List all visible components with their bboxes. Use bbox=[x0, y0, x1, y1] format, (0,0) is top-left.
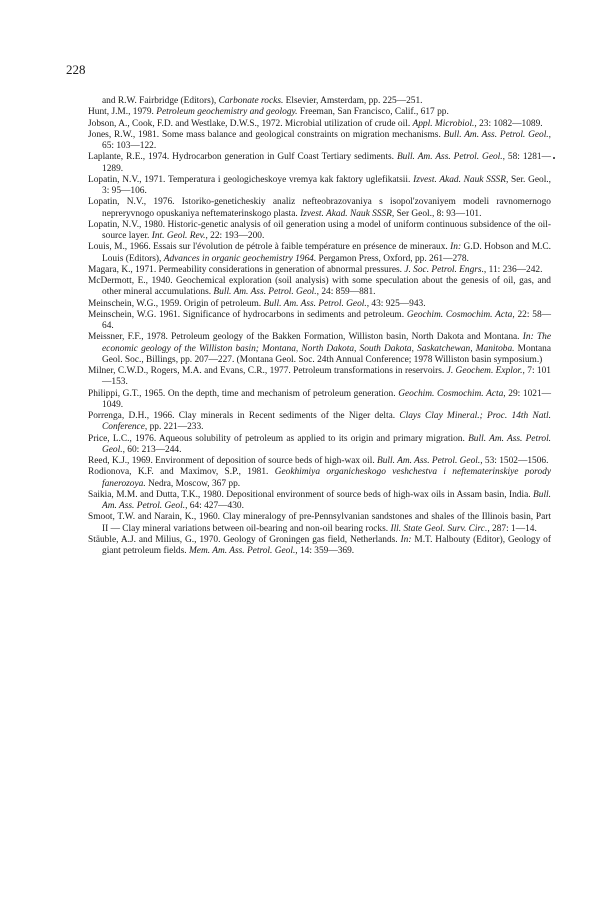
reference-italic-text: Bull. Am. Ass. Petrol. Geol. bbox=[396, 152, 503, 163]
reference-text: Jones, R.W., 1981. Some mass balance and geological constraints on migration mechanisms. bbox=[88, 129, 444, 140]
reference-text: Montana Geol. Soc., Billings, pp. 207—227. (Montana Geol. Soc. 24th Annual Conference; 1978 Williston basin symposium.) bbox=[102, 343, 551, 365]
reference-entry bbox=[88, 130, 551, 153]
reference-text: Milner, C.W.D., Rogers, M.A. and Evans, C.R., 1977. Petroleum transformations in reservoirs. bbox=[88, 366, 447, 376]
reference-text: , 64: 427—430. bbox=[185, 501, 244, 511]
reference-list bbox=[88, 96, 551, 557]
reference-text: , 24: 859—881. bbox=[316, 287, 376, 298]
reference-entry bbox=[88, 175, 551, 198]
reference-text: Lopatin, N.V., 1980. Historic-genetic analysis of oil generation using a model of uniform continuous subsidence of the oil-source layer. bbox=[88, 219, 551, 241]
reference-italic-text: In: bbox=[400, 534, 412, 545]
reference-entry bbox=[88, 456, 551, 467]
reference-text: , 14: 359—369. bbox=[295, 546, 355, 556]
reference-text: , 29: 1021—1049. bbox=[102, 388, 552, 410]
reference-italic-text: Izvest. Akad. Nauk SSSR, bbox=[300, 208, 395, 219]
reference-italic-text: In: The economic geology of the Williston basin; Montana, North Dakota, South Dakota, Saskatchewan, Manitoba. bbox=[102, 332, 552, 354]
reference-italic-text: Bull. Am. Ass. Petrol. Geol. bbox=[102, 433, 552, 455]
reference-text: Nedra, Moscow, 367 pp. bbox=[145, 478, 241, 489]
reference-italic-text: Geokhimiya organicheskogo veshchestva i neftematerinskiye porody fanerozoya. bbox=[102, 467, 551, 489]
reference-text: Jobson, A., Cook, F.D. and Westlake, D.W.S., 1972. Microbial utilization of crude oil. bbox=[88, 118, 413, 129]
reference-text: McDermott, E., 1940. Geochemical exploration (soil analysis) with some speculation about the genesis of oil, gas, and other mineral accumulations. bbox=[88, 276, 551, 298]
reference-text: Elsevier, Amsterdam, pp. 225—251. bbox=[283, 96, 423, 106]
reference-text: , 58: 1281—1289. bbox=[102, 152, 551, 174]
reference-text: Laplante, R.E., 1974. Hydrocarbon generation in Gulf Coast Tertiary sediments. bbox=[88, 152, 397, 163]
reference-text: , 60: 213—244. bbox=[122, 444, 182, 455]
reference-italic-text: Bull. Am. Ass. Petrol. Geol. bbox=[102, 489, 551, 511]
reference-text: , 22: 58—64. bbox=[102, 309, 552, 331]
reference-text: Louis, M., 1966. Essais sur l'évolution de pétrole à faible température en présence de mineraux. bbox=[88, 242, 451, 253]
reference-text: Stäuble, A.J. and Milius, G., 1970. Geology of Groningen gas field, Netherlands. bbox=[88, 534, 401, 545]
reference-italic-text: Int. Geol. Rev. bbox=[151, 231, 206, 241]
reference-text: Lopatin, N.V., 1976. Istoriko-geneticheskiy analiz nefteobrazovaniya s isopol'zovaniyem modeli ravnomernogo nepreryvnogo opuskaniya neftematerinskogo plasta. bbox=[88, 197, 551, 219]
reference-italic-text: Carbonate rocks. bbox=[218, 96, 284, 106]
reference-italic-text: Bull. Am. Ass. Petrol. Geol. bbox=[263, 298, 367, 309]
reference-italic-text: Geochim. Cosmochim. Acta bbox=[406, 309, 513, 320]
reference-text: Meissner, F.F., 1978. Petroleum geology of the Bakken Formation, Williston basin, North Dakota and Montana. bbox=[88, 332, 523, 343]
reference-entry bbox=[88, 276, 551, 299]
reference-entry bbox=[88, 107, 551, 118]
reference-italic-text: J. Geochem. Explor. bbox=[446, 366, 523, 376]
reference-text: , 11: 236—242. bbox=[483, 264, 543, 275]
reference-entry bbox=[88, 535, 551, 558]
reference-entry bbox=[88, 220, 551, 243]
reference-entry bbox=[88, 434, 551, 457]
reference-entry bbox=[88, 119, 551, 130]
reference-italic-text: Bull. Am. Ass. Petrol. Geol. bbox=[443, 129, 549, 140]
reference-text: Pergamon Press, Oxford, pp. 261—278. bbox=[316, 253, 469, 264]
reference-text: Freeman, San Francisco, Calif., 617 pp. bbox=[297, 107, 449, 118]
reference-text: and R.W. Fairbridge (Editors), bbox=[102, 96, 219, 106]
reference-italic-text: Advances in organic geochemistry 1964. bbox=[163, 253, 317, 264]
reference-italic-text: Mem. Am. Ass. Petrol. Geol. bbox=[188, 546, 296, 556]
reference-text: Saikia, M.M. and Dutta, T.K., 1980. Depositional environment of source beds of high-wax oils in Assam basin, India. bbox=[88, 489, 534, 500]
reference-entry bbox=[88, 265, 551, 276]
reference-text: Ser. Geol., 3: 95—106. bbox=[102, 174, 551, 196]
reference-entry bbox=[88, 197, 551, 220]
reference-text: Porrenga, D.H., 1966. Clay minerals in Recent sediments of the Niger delta. bbox=[88, 411, 400, 421]
reference-text: Philippi, G.T., 1965. On the depth, time and mechanism of petroleum generation. bbox=[88, 388, 399, 399]
reference-entry bbox=[88, 152, 551, 175]
reference-entry bbox=[88, 366, 551, 389]
reference-text: , 22: 193—200. bbox=[205, 231, 265, 241]
reference-entry bbox=[88, 242, 551, 265]
reference-text: , 7: 101—153. bbox=[102, 366, 551, 388]
reference-text: Price, L.C., 1976. Aqueous solubility of petroleum as applied to its origin and primary migration. bbox=[88, 433, 469, 444]
reference-text: Hunt, J.M., 1979. bbox=[88, 107, 157, 118]
reference-italic-text: Geochim. Cosmochim. Acta bbox=[398, 388, 504, 399]
reference-text: Lopatin, N.V., 1971. Temperatura i geologicheskoye vremya kak faktory uglefikatsii. bbox=[88, 174, 414, 185]
reference-text: , 287: 1—14. bbox=[487, 523, 537, 534]
reference-italic-text: Petroleum geochemistry and geology. bbox=[156, 107, 298, 118]
reference-italic-text: Bull. Am. Ass. Petrol. Geol. bbox=[377, 456, 481, 466]
reference-italic-text: Clays Clay Mineral.; Proc. 14th Natl. Conference bbox=[102, 411, 551, 433]
reference-italic-text: Bull. Am. Ass. Petrol. Geol. bbox=[213, 287, 317, 298]
reference-entry bbox=[88, 490, 551, 513]
reference-text: Magara, K., 1971. Permeability considerations in generation of abnormal pressures. bbox=[88, 264, 405, 275]
reference-italic-text: In: bbox=[450, 242, 462, 253]
reference-entry bbox=[88, 299, 551, 310]
reference-italic-text: Appl. Microbiol. bbox=[412, 118, 475, 129]
reference-entry bbox=[88, 332, 551, 366]
reference-text: , 43: 925—943. bbox=[366, 298, 426, 309]
reference-text: M.T. Halbouty (Editor), Geology of giant petroleum fields. bbox=[102, 534, 551, 556]
reference-italic-text: J. Soc. Petrol. Engrs. bbox=[404, 264, 484, 275]
page-number: 228 bbox=[66, 62, 86, 77]
reference-italic-text: Ill. State Geol. Surv. Circ. bbox=[390, 523, 488, 534]
reference-entry bbox=[88, 467, 551, 490]
reference-entry bbox=[88, 512, 551, 535]
reference-text: , pp. 221—233. bbox=[144, 422, 204, 433]
reference-text: Meinschein, W.G. 1961. Significance of hydrocarbons in sediments and petroleum. bbox=[88, 309, 407, 320]
reference-text: Ser Geol., 8: 93—101. bbox=[394, 208, 482, 219]
reference-text: Rodionova, K.F. and Maximov, S.P., 1981. bbox=[88, 467, 275, 478]
reference-text: Reed, K.J., 1969. Environment of deposition of source beds of high-wax oil. bbox=[88, 456, 378, 466]
reference-text: , 65: 103—122. bbox=[102, 129, 551, 151]
reference-text: , 53: 1502—1506. bbox=[480, 456, 549, 466]
reference-entry bbox=[88, 411, 551, 434]
reference-entry bbox=[88, 96, 551, 107]
reference-entry bbox=[88, 389, 551, 412]
reference-entry bbox=[88, 310, 551, 333]
reference-text: Smoot, T.W. and Narain, K., 1960. Clay mineralogy of pre-Pennsylvanian sandstones and shales of the Illinois basin, Part II — Clay mineral variations between oil-bearing and non-oil bearing rocks. bbox=[88, 512, 551, 534]
reference-text: G.D. Hobson and M.C. Louis (Editors), bbox=[102, 242, 551, 264]
reference-italic-text: Izvest. Akad. Nauk SSSR, bbox=[413, 174, 509, 185]
reference-text: Meinschein, W.G., 1959. Origin of petroleum. bbox=[88, 298, 264, 309]
reference-text: , 23: 1082—1089. bbox=[474, 118, 543, 129]
scan-speck bbox=[553, 157, 555, 159]
